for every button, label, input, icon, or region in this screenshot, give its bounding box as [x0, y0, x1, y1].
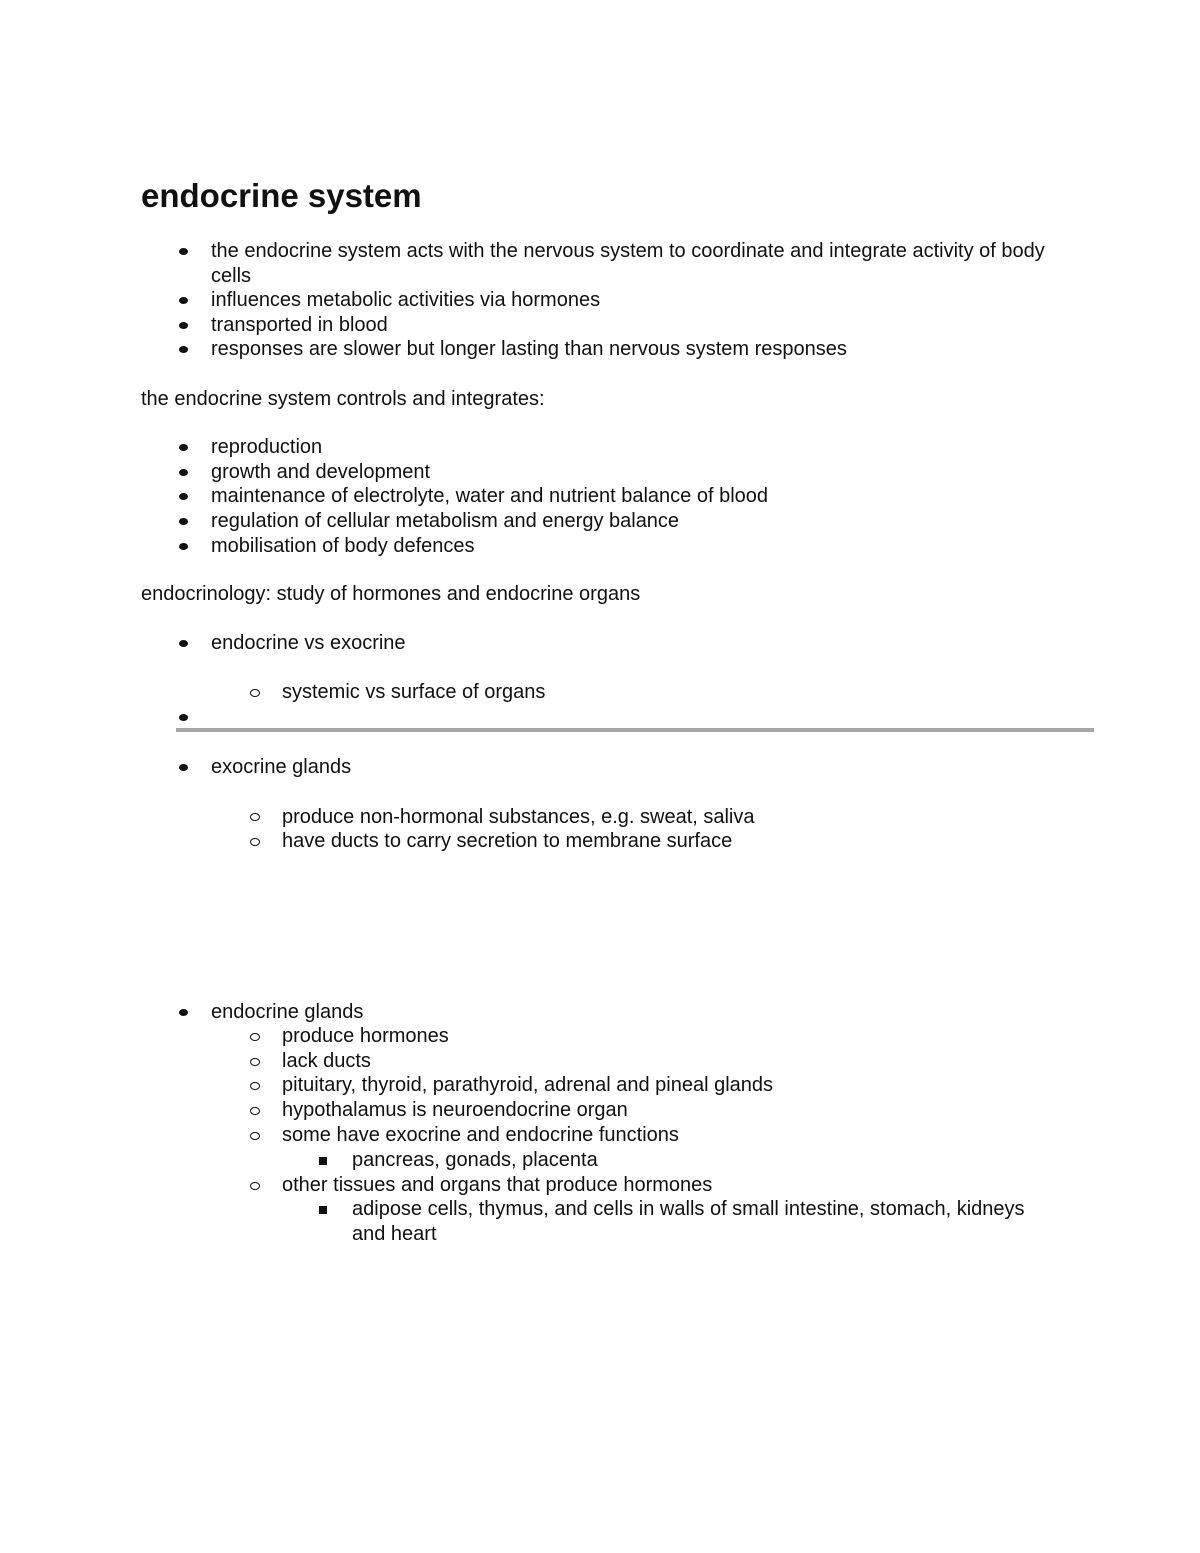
list-item: other tissues and organs that produce hormones — [282, 1174, 713, 1196]
bullet-disc-icon — [179, 714, 188, 721]
endocrinology-definition: endocrinology: study of hormones and endocrine organs — [141, 583, 641, 605]
page-title: endocrine system — [141, 177, 422, 214]
list-item: growth and development — [211, 461, 431, 483]
list-item: endocrine glands — [211, 1001, 364, 1023]
bullet-disc-icon — [179, 444, 188, 451]
list-item: pituitary, thyroid, parathyroid, adrenal and pineal glands — [282, 1074, 774, 1096]
bullet-circle-icon — [250, 689, 260, 697]
list-item: produce hormones — [282, 1025, 449, 1047]
bullet-disc-icon — [179, 518, 188, 525]
bullet-disc-icon — [179, 469, 188, 476]
list-item: transported in blood — [211, 314, 388, 336]
bullet-disc-icon — [179, 322, 188, 329]
bullet-circle-icon — [250, 1082, 260, 1090]
list-item: regulation of cellular metabolism and energy balance — [211, 510, 680, 532]
bullet-disc-icon — [179, 248, 188, 255]
list-item: exocrine glands — [211, 756, 352, 778]
bullet-circle-icon — [250, 1033, 260, 1041]
list-item: systemic vs surface of organs — [282, 681, 546, 703]
bullet-disc-icon — [179, 346, 188, 353]
bullet-circle-icon — [250, 1182, 260, 1190]
list-item: influences metabolic activities via hormones — [211, 289, 601, 311]
bullet-disc-icon — [179, 640, 188, 647]
list-item: some have exocrine and endocrine functions — [282, 1124, 679, 1146]
bullet-square-icon — [319, 1157, 327, 1165]
list-item: mobilisation of body defences — [211, 535, 475, 557]
horizontal-divider — [176, 728, 1094, 732]
bullet-disc-icon — [179, 297, 188, 304]
list-item: lack ducts — [282, 1050, 371, 1072]
list-item: pancreas, gonads, placenta — [352, 1149, 598, 1171]
bullet-disc-icon — [179, 1009, 188, 1016]
bullet-circle-icon — [250, 838, 260, 846]
controls-heading: the endocrine system controls and integrates: — [141, 388, 545, 410]
bullet-disc-icon — [179, 493, 188, 500]
list-item: produce non-hormonal substances, e.g. sweat, saliva — [282, 806, 755, 828]
list-item: reproduction — [211, 436, 323, 458]
list-item: adipose cells, thymus, and cells in walls of small intestine, stomach, kidneys and heart — [352, 1198, 1025, 1245]
bullet-square-icon — [319, 1206, 327, 1214]
list-item: have ducts to carry secretion to membrane surface — [282, 830, 733, 852]
list-item: the endocrine system acts with the nervous system to coordinate and integrate activity of body cells — [211, 240, 1045, 287]
list-item: responses are slower but longer lasting than nervous system responses — [211, 338, 847, 360]
bullet-circle-icon — [250, 1107, 260, 1115]
bullet-disc-icon — [179, 543, 188, 550]
bullet-circle-icon — [250, 1132, 260, 1140]
list-item: maintenance of electrolyte, water and nutrient balance of blood — [211, 485, 769, 507]
list-item: endocrine vs exocrine — [211, 632, 406, 654]
bullet-circle-icon — [250, 813, 260, 821]
bullet-circle-icon — [250, 1058, 260, 1066]
bullet-disc-icon — [179, 764, 188, 771]
list-item: hypothalamus is neuroendocrine organ — [282, 1099, 628, 1121]
